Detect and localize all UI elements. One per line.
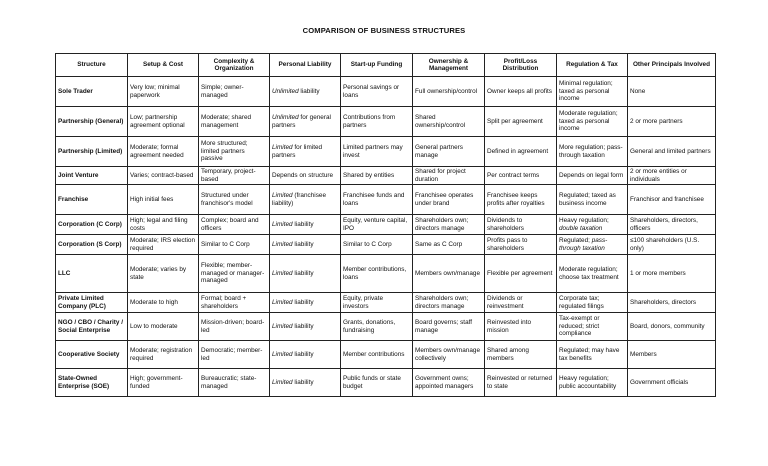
table-cell: Flexible; member-managed or manager-managed	[199, 255, 270, 293]
column-header: Regulation & Tax	[557, 54, 628, 77]
table-cell: Limited for limited partners	[270, 137, 341, 167]
table-cell: Minimal regulation; taxed as personal income	[557, 77, 628, 107]
table-cell: Shared by entities	[341, 167, 413, 185]
column-header: Setup & Cost	[128, 54, 199, 77]
table-cell: Reinvested into mission	[485, 313, 557, 341]
table-cell: Temporary, project-based	[199, 167, 270, 185]
table-cell: Owner keeps all profits	[485, 77, 557, 107]
table-cell: Unlimited liability	[270, 77, 341, 107]
structure-cell: Joint Venture	[56, 167, 128, 185]
table-cell: Regulated; taxed as business income	[557, 185, 628, 215]
table-cell: More regulation; pass-through taxation	[557, 137, 628, 167]
table-cell: ≤100 shareholders (U.S. only)	[628, 235, 716, 255]
table-cell: Members own/manage	[413, 255, 485, 293]
table-cell: Equity, private investors	[341, 293, 413, 313]
table-cell: Full ownership/control	[413, 77, 485, 107]
table-cell: High initial fees	[128, 185, 199, 215]
column-header: Other Principals Involved	[628, 54, 716, 77]
table-cell: Member contributions	[341, 341, 413, 369]
table-cell: Shared for project duration	[413, 167, 485, 185]
table-body	[56, 77, 716, 397]
table-cell: Varies; contract-based	[128, 167, 199, 185]
table-cell: Split per agreement	[485, 107, 557, 137]
table-row	[56, 215, 716, 235]
structure-cell: Corporation (S Corp)	[56, 235, 128, 255]
table-cell: Mission-driven; board-led	[199, 313, 270, 341]
structure-cell: Partnership (Limited)	[56, 137, 128, 167]
table-cell: Profits pass to shareholders	[485, 235, 557, 255]
column-header: Start-up Funding	[341, 54, 413, 77]
table-cell: Heavy regulation; double taxation	[557, 215, 628, 235]
structure-cell: NGO / CBO / Charity / Social Enterprise	[56, 313, 128, 341]
table-cell: Low to moderate	[128, 313, 199, 341]
structure-cell: State-Owned Enterprise (SOE)	[56, 369, 128, 397]
column-header: Profit/Loss Distribution	[485, 54, 557, 77]
structure-cell: Franchise	[56, 185, 128, 215]
table-cell: Per contract terms	[485, 167, 557, 185]
table-cell: Member contributions, loans	[341, 255, 413, 293]
table-cell: Defined in agreement	[485, 137, 557, 167]
table-cell: Shareholders, directors, officers	[628, 215, 716, 235]
table-row	[56, 313, 716, 341]
table-cell: Limited liability	[270, 235, 341, 255]
table-cell: Personal savings or loans	[341, 77, 413, 107]
table-cell: Moderate; varies by state	[128, 255, 199, 293]
table-row	[56, 293, 716, 313]
column-header: Structure	[56, 54, 128, 77]
table-cell: Shareholders own; directors manage	[413, 293, 485, 313]
table-cell: Structured under franchisor's model	[199, 185, 270, 215]
table-cell: 2 or more entities or individuals	[628, 167, 716, 185]
table-cell: Franchisee keeps profits after royalties	[485, 185, 557, 215]
table-cell: 2 or more partners	[628, 107, 716, 137]
table-cell: Equity, venture capital, IPO	[341, 215, 413, 235]
table-row	[56, 369, 716, 397]
table-row	[56, 77, 716, 107]
table-cell: Government owns; appointed managers	[413, 369, 485, 397]
table-cell: General and limited partners	[628, 137, 716, 167]
table-cell: Moderate regulation; taxed as personal income	[557, 107, 628, 137]
table-cell: Contributions from partners	[341, 107, 413, 137]
table-cell: Unlimited for general partners	[270, 107, 341, 137]
structure-cell: Private Limited Company (PLC)	[56, 293, 128, 313]
document-title: COMPARISON OF BUSINESS STRUCTURES	[302, 26, 466, 35]
column-header: Complexity & Organization	[199, 54, 270, 77]
table-cell: Dividends or reinvestment	[485, 293, 557, 313]
table-row	[56, 235, 716, 255]
table-row	[56, 137, 716, 167]
table-row	[56, 341, 716, 369]
table-cell: Moderate; formal agreement needed	[128, 137, 199, 167]
structure-cell: Cooperative Society	[56, 341, 128, 369]
table-cell: Board governs; staff manage	[413, 313, 485, 341]
table-cell: Heavy regulation; public accountability	[557, 369, 628, 397]
table-cell: Moderate; shared management	[199, 107, 270, 137]
table-cell: Regulated; may have tax benefits	[557, 341, 628, 369]
table-cell: Similar to C Corp	[199, 235, 270, 255]
table-cell: Limited liability	[270, 255, 341, 293]
table-cell: Limited (franchisee liability)	[270, 185, 341, 215]
column-header: Personal Liability	[270, 54, 341, 77]
table-cell: Franchisee operates under brand	[413, 185, 485, 215]
table-cell: Franchisee funds and loans	[341, 185, 413, 215]
table-cell: Government officials	[628, 369, 716, 397]
table-cell: Shared ownership/control	[413, 107, 485, 137]
table-cell: Limited liability	[270, 369, 341, 397]
table-cell: Flexible per agreement	[485, 255, 557, 293]
table-cell: Democratic; member-led	[199, 341, 270, 369]
table-cell: 1 or more members	[628, 255, 716, 293]
table-cell: Shareholders, directors	[628, 293, 716, 313]
table-cell: Members own/manage collectively	[413, 341, 485, 369]
table-cell: Reinvested or returned to state	[485, 369, 557, 397]
structure-cell: Corporation (C Corp)	[56, 215, 128, 235]
comparison-table	[55, 53, 716, 397]
table-row	[56, 107, 716, 137]
table-cell: Limited liability	[270, 293, 341, 313]
table-cell: Limited liability	[270, 313, 341, 341]
table-cell: Same as C Corp	[413, 235, 485, 255]
table-cell: Low; partnership agreement optional	[128, 107, 199, 137]
table-cell: Board, donors, community	[628, 313, 716, 341]
structure-cell: Sole Trader	[56, 77, 128, 107]
table-cell: None	[628, 77, 716, 107]
table-cell: High; legal and filing costs	[128, 215, 199, 235]
table-cell: Regulated; pass-through taxation	[557, 235, 628, 255]
table-cell: Bureaucratic; state-managed	[199, 369, 270, 397]
table-cell: Very low; minimal paperwork	[128, 77, 199, 107]
table-cell: Public funds or state budget	[341, 369, 413, 397]
table-cell: Limited liability	[270, 215, 341, 235]
structure-cell: LLC	[56, 255, 128, 293]
table-cell: Grants, donations, fundraising	[341, 313, 413, 341]
table-cell: High; government-funded	[128, 369, 199, 397]
table-cell: Depends on legal form	[557, 167, 628, 185]
table-cell: Limited partners may invest	[341, 137, 413, 167]
structure-cell: Partnership (General)	[56, 107, 128, 137]
table-cell: Simple; owner-managed	[199, 77, 270, 107]
table-cell: Members	[628, 341, 716, 369]
table-cell: Depends on structure	[270, 167, 341, 185]
table-cell: Shared among members	[485, 341, 557, 369]
table-cell: Moderate; IRS election required	[128, 235, 199, 255]
table-cell: More structured; limited partners passive	[199, 137, 270, 167]
header-row	[56, 54, 716, 77]
table-cell: Complex; board and officers	[199, 215, 270, 235]
column-header: Ownership & Management	[413, 54, 485, 77]
table-cell: Dividends to shareholders	[485, 215, 557, 235]
table-cell: Limited liability	[270, 341, 341, 369]
table-cell: Moderate regulation; choose tax treatment	[557, 255, 628, 293]
table-cell: Franchisor and franchisee	[628, 185, 716, 215]
table-cell: Shareholders own; directors manage	[413, 215, 485, 235]
table-cell: Tax-exempt or reduced; strict compliance	[557, 313, 628, 341]
table-row	[56, 185, 716, 215]
table-cell: Moderate; registration required	[128, 341, 199, 369]
table-cell: Moderate to high	[128, 293, 199, 313]
table-row	[56, 255, 716, 293]
table-cell: Corporate tax; regulated filings	[557, 293, 628, 313]
table-cell: General partners manage	[413, 137, 485, 167]
table-cell: Similar to C Corp	[341, 235, 413, 255]
table-row	[56, 167, 716, 185]
table-cell: Formal; board + shareholders	[199, 293, 270, 313]
